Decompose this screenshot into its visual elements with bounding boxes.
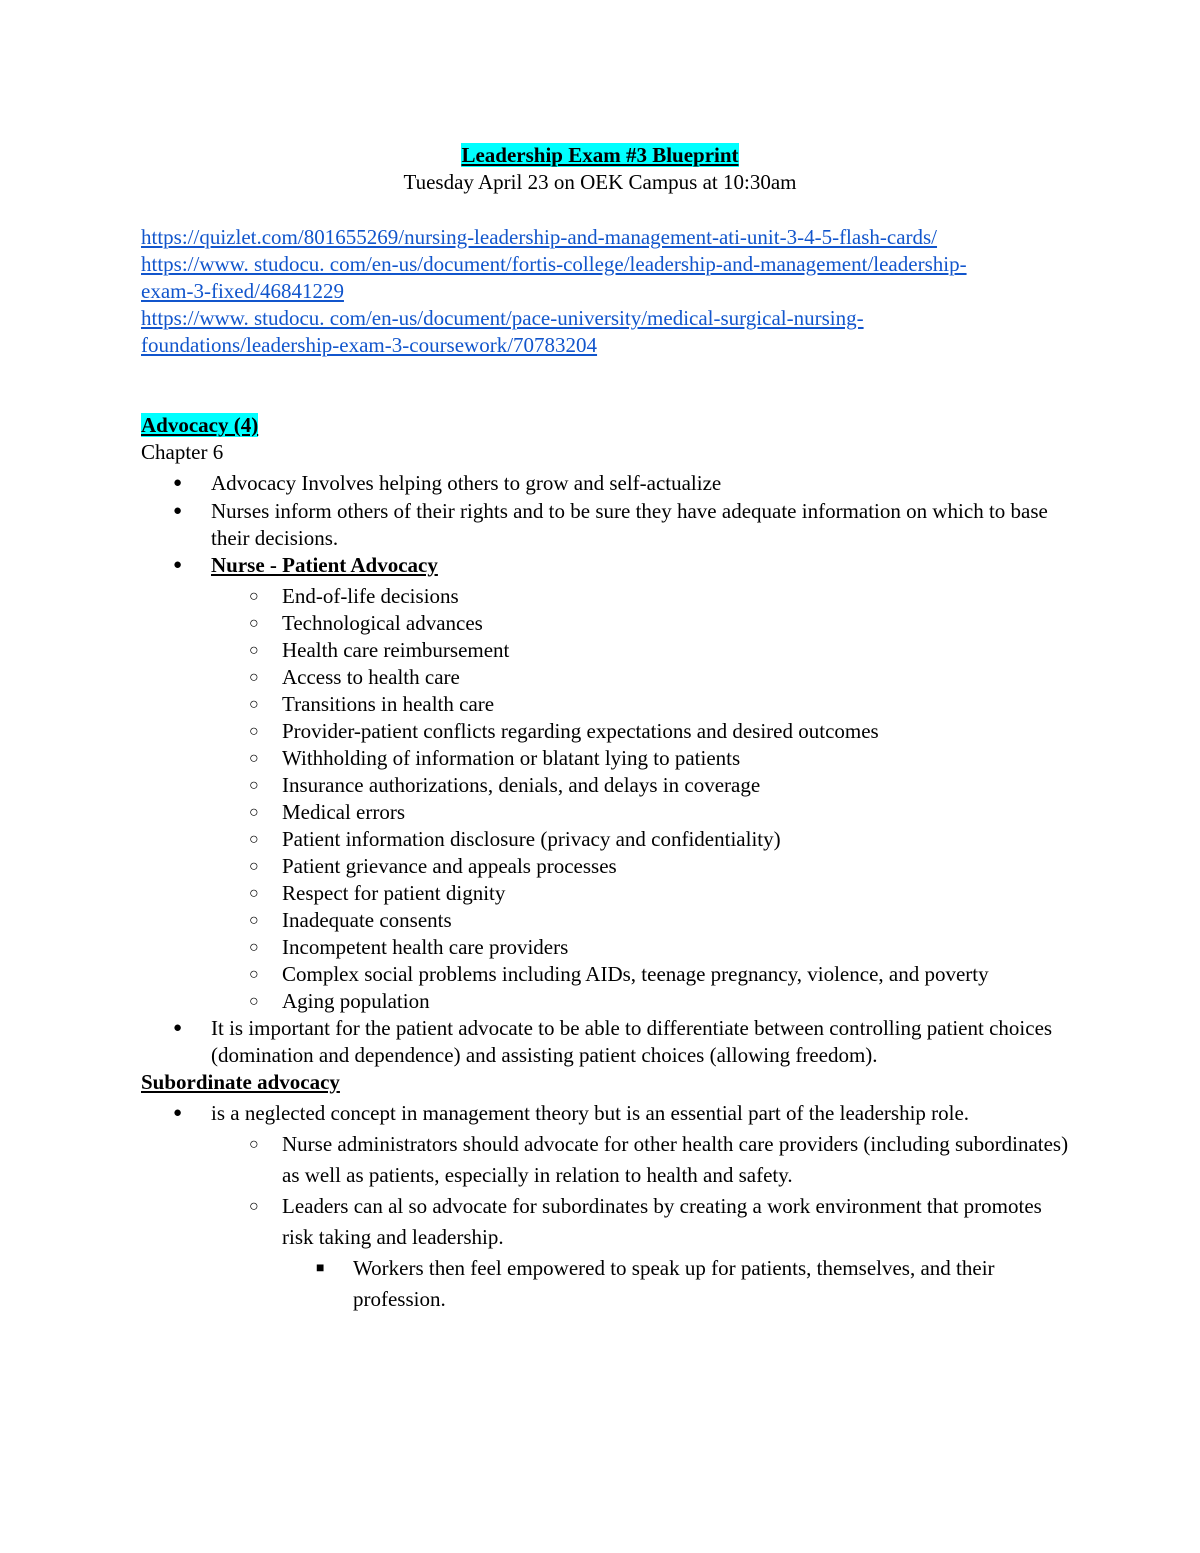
list-item: ○ Withholding of information or blatant lying to patients (249, 746, 741, 770)
list-item: ○ Access to health care (249, 665, 460, 689)
list-item: ○ End-of-life decisions (249, 584, 459, 608)
advocacy-list (141, 470, 1071, 1069)
quizlet-link[interactable]: https://quizlet.com/801655269/nursing-leadership-and-management-ati-unit-3-4-5-flash-cards/ (141, 225, 938, 249)
list-item: ○ Health care reimbursement (249, 638, 510, 662)
chapter-label: Chapter 6 (141, 440, 224, 464)
advocacy-heading: Advocacy (4) (141, 413, 259, 437)
subordinate-list (141, 1098, 1071, 1315)
list-item: ■ Workers then feel empowered to speak up for patients, themselves, and their profession. (316, 1256, 995, 1311)
list-item: ○ Nurse administrators should advocate for other health care providers (including subordinates) as well as patients, especially in relation to health and safety. (249, 1132, 1069, 1187)
list-item: ○ Technological advances (249, 611, 483, 635)
resource-links (141, 224, 1081, 359)
studocu-fortis-link-line2[interactable]: exam-3-fixed/46841229 (141, 279, 344, 303)
bullet-marker: ● (173, 475, 183, 491)
list-item: ○ Patient grievance and appeals processes (249, 854, 617, 878)
list-item: ● Nurses inform others of their rights and to be sure they have adequate information on which to base their decisions. (173, 499, 1048, 550)
list-item: ○ Leaders can al so advocate for subordinates by creating a work environment that promotes risk taking and leadership. ■ Workers then feel empowered to speak up for patients, themselves, and their profession. (211, 1191, 1071, 1315)
exam-date-subtitle: Tuesday April 23 on OEK Campus at 10:30am (403, 170, 797, 194)
list-item: ○ Insurance authorizations, denials, and delays in coverage (249, 773, 761, 797)
bullet-marker: ● (173, 557, 183, 573)
list-item: ○ Transitions in health care (249, 692, 495, 716)
subordinate-subsublist (282, 1253, 1071, 1315)
subordinate-advocacy-heading: Subordinate advocacy (141, 1070, 340, 1094)
studocu-pace-link-line1[interactable]: https://www. studocu. com/en-us/document/pace-university/medical-surgical-nursing- (141, 306, 864, 330)
list-item: ○ Incompetent health care providers (249, 935, 569, 959)
list-item: ● Advocacy Involves helping others to grow and self-actualize (173, 471, 722, 495)
subordinate-sublist (211, 1129, 1071, 1315)
studocu-fortis-link-line1[interactable]: https://www. studocu. com/en-us/document/fortis-college/leadership-and-management/leadership- (141, 252, 967, 276)
list-item: ○ Aging population (249, 989, 430, 1013)
list-item: ● is a neglected concept in management theory but is an essential part of the leadership role. ○ Nurse administrators should advocate for other health care providers (including subordinates) as well as patients, especially in relation to health and safety. ○ Leaders can al so advocate for subordinates by creating a work environment that promotes risk taking and leadership. ■ Workers then feel empowered to speak up for patients, themselves, and their profession. (141, 1098, 1071, 1315)
main-content (141, 412, 1071, 1315)
studocu-pace-link-line2[interactable]: foundations/leadership-exam-3-coursework/70783204 (141, 333, 598, 357)
bullet-marker: ● (173, 1105, 183, 1121)
list-item: ○ Inadequate consents (249, 908, 452, 932)
list-item: ○ Respect for patient dignity (249, 881, 506, 905)
nurse-patient-advocacy-list (211, 583, 1071, 1015)
bullet-marker: ● (173, 503, 183, 519)
nurse-patient-advocacy-heading: Nurse - Patient Advocacy (211, 553, 438, 577)
list-item (141, 552, 1071, 1015)
page-title: Leadership Exam #3 Blueprint (461, 143, 739, 167)
list-item: ○ Medical errors (249, 800, 406, 824)
bullet-marker: ● (173, 1020, 183, 1036)
list-item: ○ Patient information disclosure (privacy and confidentiality) (249, 827, 781, 851)
list-item: ○ Provider-patient conflicts regarding expectations and desired outcomes (249, 719, 879, 743)
list-item: ● It is important for the patient advocate to be able to differentiate between controlling patient choices (domination and dependence) and assisting patient choices (allowing freedom). (173, 1016, 1053, 1067)
title-block (0, 142, 1200, 196)
list-item: ○ Complex social problems including AIDs, teenage pregnancy, violence, and poverty (249, 962, 989, 986)
